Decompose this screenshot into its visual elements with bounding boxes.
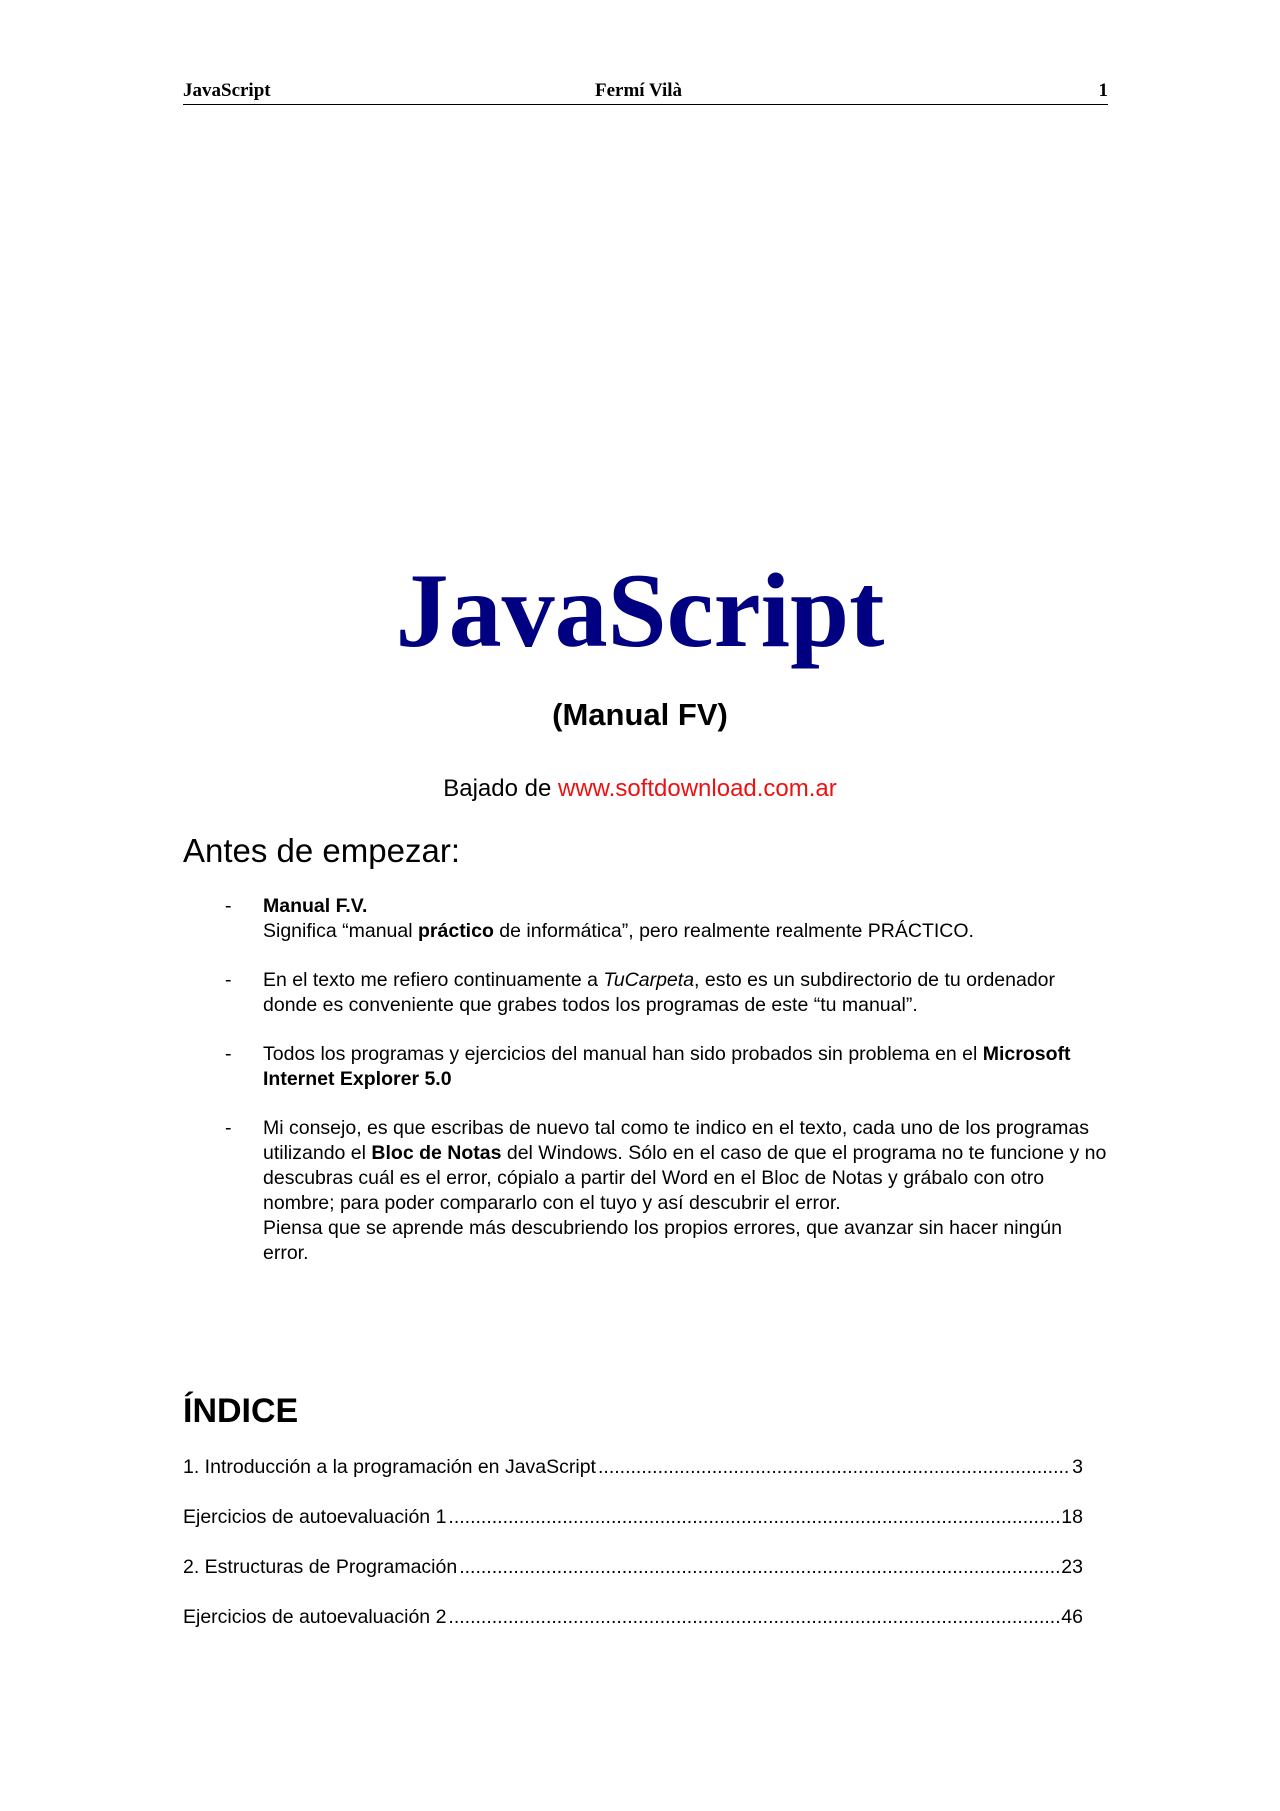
- bullet-text: del Windows. Sólo en el caso de que el programa no te funcione y no descubras cuál es el error, cópialo a partir del Word en el Bloc de Notas y grábalo con otro nombre; para poder compararlo con el tuyo y así descubrir el error.: [263, 1142, 1107, 1214]
- bullet-text: , esto es un subdirectorio de tu ordenador donde es conveniente que grabes todos los programas de este “tu manual”.: [263, 969, 1056, 1016]
- toc-entry-label: 2. Estructuras de Programación: [183, 1556, 458, 1578]
- bullet-italic: TuCarpeta: [603, 969, 695, 991]
- download-source: [0, 775, 1280, 803]
- intro-bullet-list: [183, 894, 1108, 1290]
- toc-leader-dots: [448, 1506, 1059, 1529]
- toc-entry-page: 18: [1061, 1506, 1083, 1528]
- bullet-text: Significa “manual: [263, 920, 413, 942]
- download-url-link[interactable]: www.softdownload.com.ar: [557, 775, 837, 802]
- toc-entry[interactable]: [183, 1456, 1083, 1481]
- toc-entry-page: 3: [1072, 1456, 1083, 1478]
- list-item: [183, 1042, 1108, 1092]
- toc-leader-dots: [598, 1456, 1070, 1479]
- toc-entry-label: Ejercicios de autoevaluación 2: [183, 1606, 447, 1628]
- toc-entry[interactable]: [183, 1556, 1083, 1581]
- table-of-contents: [183, 1456, 1083, 1656]
- section-heading-indice: ÍNDICE: [183, 1392, 299, 1430]
- running-header: [183, 80, 1108, 105]
- bullet-dash: -: [225, 1117, 232, 1139]
- download-prefix: Bajado de: [443, 775, 552, 802]
- header-author: Fermí Vilà: [595, 80, 683, 101]
- bullet-text: Todos los programas y ejercicios del manual han sido probados sin problema en el: [263, 1043, 978, 1065]
- bullet-extra: Piensa que se aprende más descubriendo los propios errores, que avanzar sin hacer ningún error.: [263, 1217, 1062, 1264]
- bullet-text: de informática”, pero realmente realmente PRÁCTICO.: [499, 920, 974, 942]
- header-page-number: 1: [1098, 80, 1108, 101]
- bullet-text: Mi consejo, es que escribas de nuevo tal como te indico en el texto, cada uno de los programas utilizando el: [263, 1117, 1089, 1164]
- list-item: [183, 968, 1108, 1018]
- toc-entry-page: 46: [1061, 1606, 1083, 1628]
- bullet-bold: Bloc de Notas: [371, 1142, 502, 1164]
- bullet-bold: Microsoft Internet Explorer 5.0: [263, 1043, 1071, 1090]
- bullet-dash: -: [225, 1043, 232, 1065]
- list-item: [183, 1116, 1108, 1266]
- list-item: [183, 894, 1108, 944]
- toc-entry-label: 1. Introducción a la programación en JavaScript: [183, 1456, 596, 1478]
- bullet-text: En el texto me refiero continuamente a: [263, 969, 598, 991]
- bullet-bold: práctico: [418, 920, 494, 942]
- bullet-dash: -: [225, 895, 232, 917]
- toc-leader-dots: [448, 1606, 1059, 1629]
- bullet-title: Manual F.V.: [263, 895, 368, 917]
- document-subtitle: (Manual FV): [552, 697, 728, 732]
- bullet-dash: -: [225, 969, 232, 991]
- toc-leader-dots: [459, 1556, 1059, 1579]
- toc-entry[interactable]: [183, 1506, 1083, 1531]
- section-heading-antes: Antes de empezar:: [183, 832, 460, 869]
- header-title: JavaScript: [183, 80, 271, 101]
- toc-entry-label: Ejercicios de autoevaluación 1: [183, 1506, 447, 1528]
- toc-entry-page: 23: [1061, 1556, 1083, 1578]
- document-title: JavaScript: [395, 552, 885, 669]
- toc-entry[interactable]: [183, 1606, 1083, 1631]
